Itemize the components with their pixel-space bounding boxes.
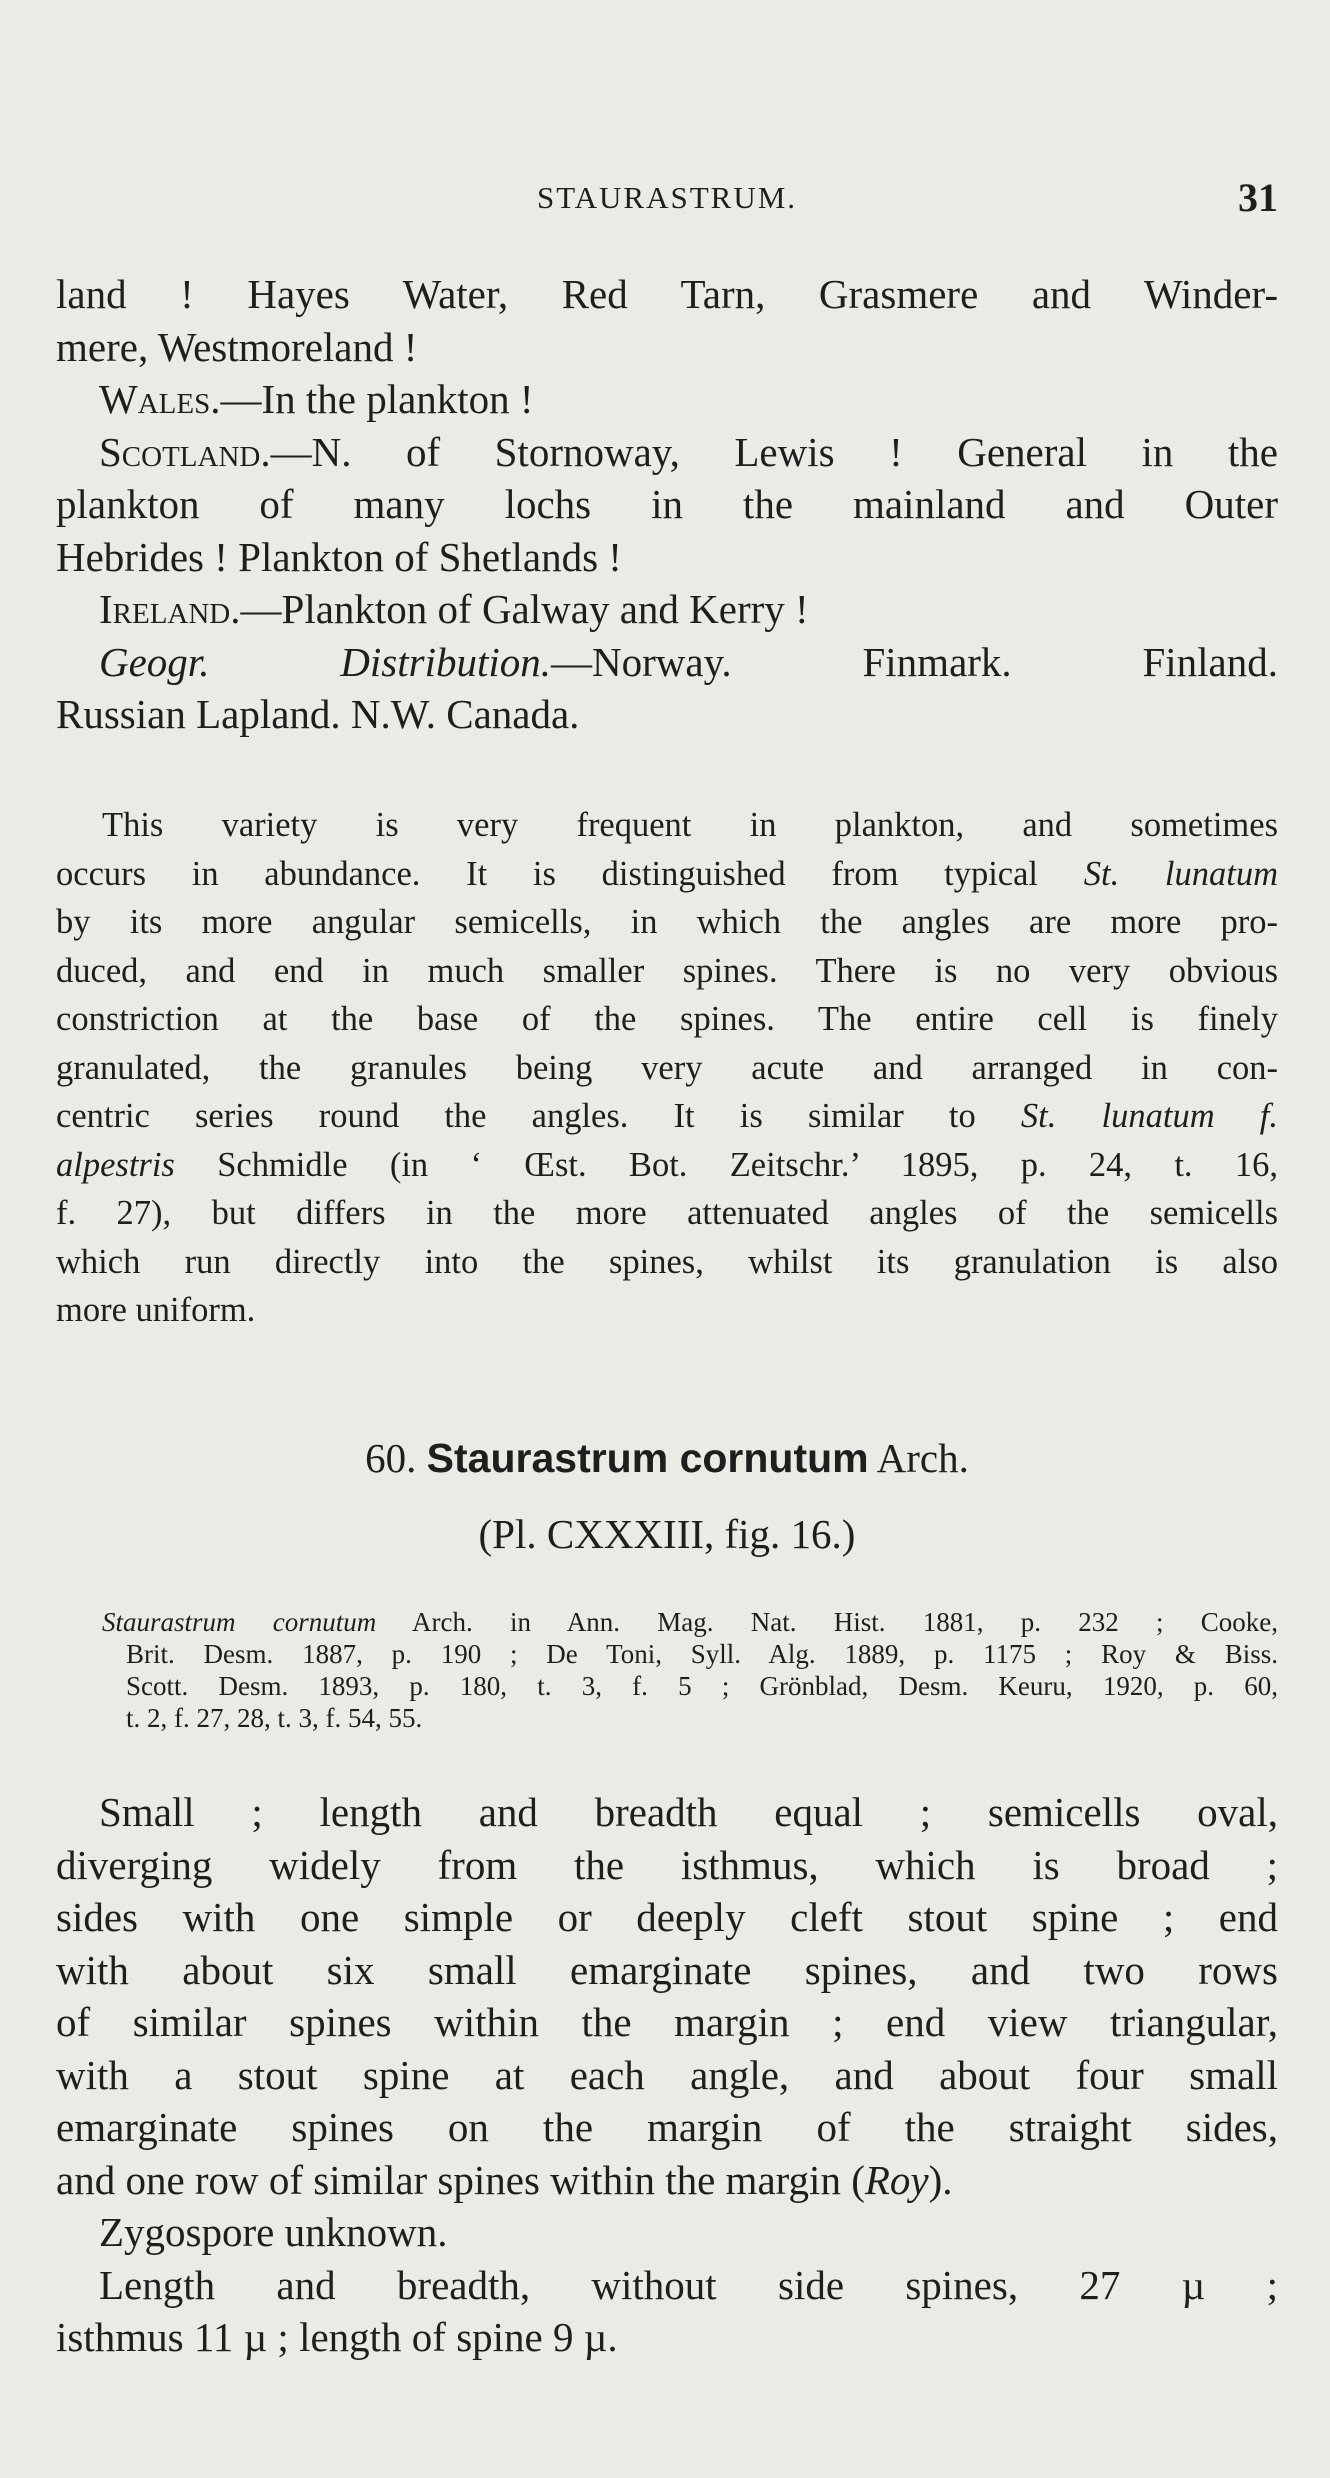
text-line: Small ; length and breadth equal ; semicells oval, (99, 1789, 1278, 1835)
text-line: by its more angular semicells, in which the angles are more pro- (56, 903, 1278, 941)
text-line: duced, and end in much smaller spines. There is no very obvious (56, 951, 1278, 990)
author-abbrev: Roy (864, 2156, 929, 2203)
text-line: granulated, the granules being very acute and arranged in con- (56, 1048, 1278, 1087)
text-line: which run directly into the spines, whilst its granulation is also (56, 1242, 1278, 1281)
region-label-geogr: Geogr. Distribution. (99, 638, 552, 685)
species-number: 60. (365, 1435, 417, 1481)
text-line: This variety is very frequent in plankton, and sometimes (102, 806, 1278, 844)
text-line: emarginate spines on the margin of the straight sides, (56, 2104, 1278, 2150)
text-line: diverging widely from the isthmus, which is broad ; (56, 1841, 1278, 1888)
text-line: isthmus 11 µ ; length of spine 9 µ. (56, 2314, 618, 2360)
text-line: t. 2, f. 27, 28, t. 3, f. 54, 55. (126, 1703, 423, 1733)
text-line: sides with one simple or deeply cleft stout spine ; end (56, 1894, 1278, 1940)
taxon-form: alpestris (56, 1145, 175, 1184)
text-line: Staurastrum cornutum Arch. in Ann. Mag. Nat. Hist. 1881, p. 232 ; Cooke, (102, 1607, 1278, 1637)
page-header (56, 172, 1278, 222)
page-number: 31 (1238, 175, 1278, 220)
text-line: Geogr. Distribution.—Norway. Finmark. Finland. (99, 638, 1279, 685)
text-line: with about six small emarginate spines, and two rows (56, 1946, 1278, 1993)
remarks-paragraph (56, 801, 1278, 1335)
text-line: Russian Lapland. N.W. Canada. (56, 691, 580, 737)
text-line: occurs in abundance. It is distinguished from typical St. lunatum (56, 854, 1279, 893)
text-line: Brit. Desm. 1887, p. 190 ; De Toni, Syll. Alg. 1889, p. 1175 ; Roy & Biss. (126, 1639, 1278, 1669)
taxon-name: Staurastrum cornutum (102, 1607, 377, 1637)
running-head: STAURASTRUM. (536, 180, 798, 215)
text-line: Wales.—In the plankton ! (99, 376, 534, 422)
text-line: Hebrides ! Plankton of Shetlands ! (56, 533, 622, 580)
text-line: centric series round the angles. It is similar to St. lunatum f. (56, 1097, 1278, 1135)
description-block (56, 1786, 1278, 2364)
distribution-block (56, 268, 1278, 741)
region-label-wales: Wales. (99, 376, 221, 422)
species-heading (56, 1432, 1278, 1484)
text-line: and one row of similar spines within the margin (Roy). (56, 2156, 953, 2203)
text-line: Length and breadth, without side spines, 27 µ ; (99, 2261, 1278, 2308)
species-name: Staurastrum cornutum (426, 1435, 869, 1481)
text-line: Ireland.—Plankton of Galway and Kerry ! (99, 586, 809, 632)
text-line: Scott. Desm. 1893, p. 180, t. 3, f. 5 ; Grönblad, Desm. Keuru, 1920, p. 60, (126, 1671, 1278, 1701)
species-author: Arch. (876, 1435, 969, 1481)
text-line: with a stout spine at each angle, and about four small (56, 2051, 1278, 2098)
taxon-name: St. lunatum (1083, 854, 1279, 893)
text-line: f. 27), but differs in the more attenuated angles of the semicells (56, 1194, 1278, 1232)
text-line: constriction at the base of the spines. The entire cell is finely (56, 1000, 1278, 1038)
region-label-scotland: Scotland. (99, 428, 271, 475)
text-line: more uniform. (56, 1291, 256, 1329)
text-line: of similar spines within the margin ; end view triangular, (56, 1999, 1278, 2045)
text-line: plankton of many lochs in the mainland and Outer (56, 481, 1278, 527)
synonymy-block (56, 1606, 1278, 1734)
taxon-name: St. lunatum f. (1020, 1097, 1278, 1135)
text-line: mere, Westmoreland ! (56, 323, 418, 370)
text-line: alpestris Schmidle (in ‘ Œst. Bot. Zeitschr.’ 1895, p. 24, t. 16, (56, 1145, 1278, 1184)
region-label-ireland: Ireland. (99, 586, 241, 632)
plate-reference: (Pl. CXXXIII, fig. 16.) (478, 1511, 856, 1557)
text-line: Zygospore unknown. (99, 2209, 448, 2255)
text-line: Scotland.—N. of Stornoway, Lewis ! General in the (99, 428, 1278, 475)
text-line: land ! Hayes Water, Red Tarn, Grasmere and Winder- (56, 271, 1278, 317)
